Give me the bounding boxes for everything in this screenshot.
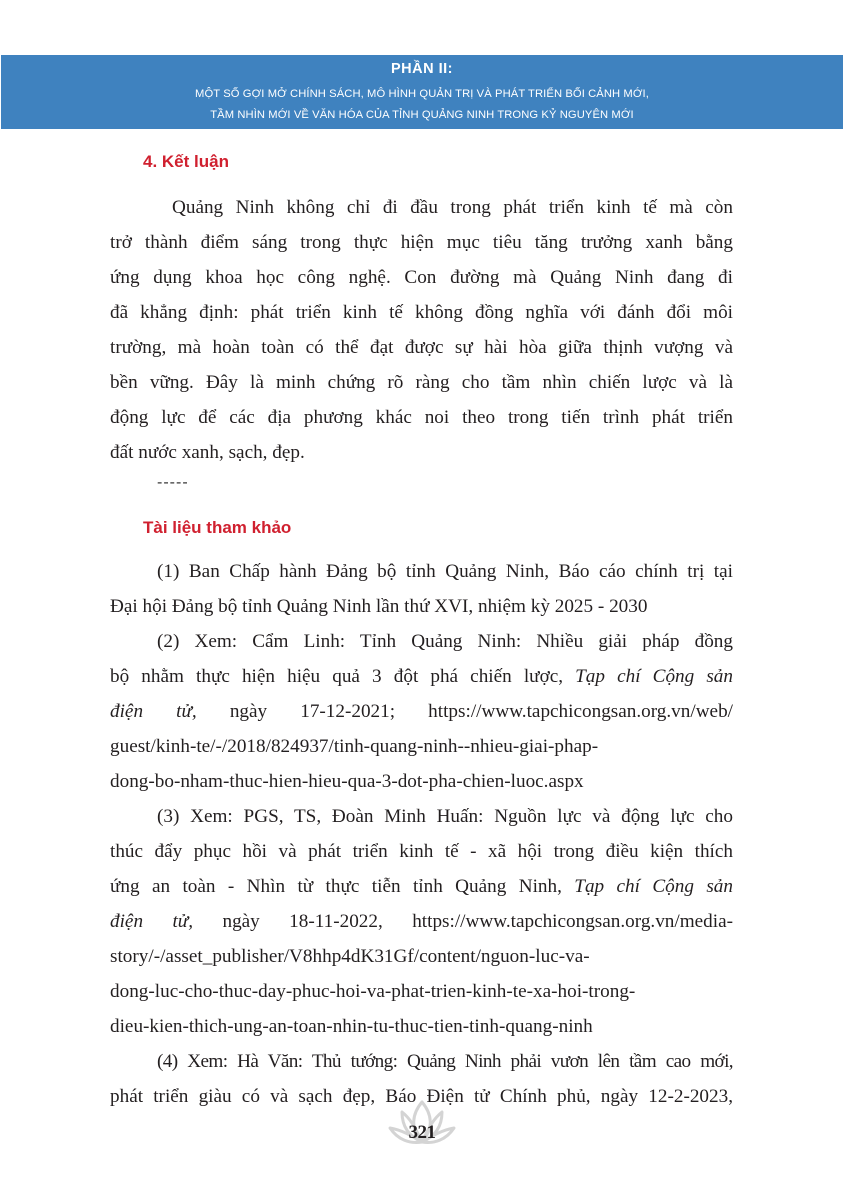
- reference-line: (4) Xem: Hà Văn: Thủ tướng: Quảng Ninh phải vươn lên tầm cao mới,: [157, 1051, 733, 1072]
- page-number: 321: [408, 1122, 436, 1143]
- paragraph-line: ứng dụng khoa học công nghệ. Con đường mà Quảng Ninh đang đi: [110, 267, 733, 288]
- journal-title: Tạp chí Cộng sản: [574, 876, 733, 897]
- section-header-band: [1, 55, 843, 129]
- reference-line: [110, 875, 733, 899]
- reference-url-line: story/-/asset_publisher/V8hhp4dK31Gf/content/nguon-luc-va-: [110, 946, 590, 967]
- paragraph-line: đã khẳng định: phát triển kinh tế không đồng nghĩa với đánh đổi môi: [110, 302, 733, 323]
- reference-url-line: dong-luc-cho-thuc-day-phuc-hoi-va-phat-trien-kinh-te-xa-hoi-trong-: [110, 981, 636, 1002]
- reference-line: (2) Xem: Cẩm Linh: Tỉnh Quảng Ninh: Nhiều giải pháp đồng: [157, 631, 733, 652]
- reference-url-line: dieu-kien-thich-ung-an-toan-nhin-tu-thuc-tien-tinh-quang-ninh: [110, 1016, 593, 1037]
- part-subtitle-line-2: TẦM NHÌN MỚI VỀ VĂN HÓA CỦA TỈNH QUẢNG NINH TRONG KỶ NGUYÊN MỚI: [210, 109, 634, 121]
- paragraph-line: Quảng Ninh không chỉ đi đầu trong phát triển kinh tế mà còn: [172, 197, 733, 218]
- journal-title: Tạp chí Cộng sản: [575, 666, 733, 687]
- paragraph-line: trường, mà hoàn toàn có thể đạt được sự hài hòa giữa thịnh vượng và: [110, 337, 733, 358]
- reference-text: bộ nhằm thực hiện hiệu quả 3 đột phá chiến lược,: [110, 666, 564, 687]
- page-footer: [372, 1098, 472, 1158]
- reference-line: [110, 910, 733, 934]
- paragraph-line: bền vững. Đây là minh chứng rõ ràng cho tầm nhìn chiến lược và là: [110, 372, 733, 393]
- section-separator: -----: [157, 474, 189, 491]
- reference-line: (1) Ban Chấp hành Đảng bộ tỉnh Quảng Ninh, Báo cáo chính trị tại: [157, 561, 733, 582]
- part-subtitle-line-1: MỘT SỐ GỢI MỞ CHÍNH SÁCH, MÔ HÌNH QUẢN TRỊ VÀ PHÁT TRIỂN BỐI CẢNH MỚI,: [195, 88, 649, 100]
- journal-title: điện tử,: [110, 701, 197, 722]
- reference-line: (3) Xem: PGS, TS, Đoàn Minh Huấn: Nguồn lực và động lực cho: [157, 806, 733, 827]
- part-title: PHẦN II:: [391, 61, 453, 77]
- reference-url: ngày 18-11-2022, https://www.tapchicongsan.org.vn/media-: [222, 911, 733, 932]
- paragraph-line: trở thành điểm sáng trong thực hiện mục tiêu tăng trưởng xanh bằng: [110, 232, 733, 253]
- reference-text: ứng an toàn - Nhìn từ thực tiễn tỉnh Quảng Ninh,: [110, 876, 562, 897]
- reference-line: [110, 665, 733, 689]
- reference-line: thúc đẩy phục hồi và phát triển kinh tế - xã hội trong điều kiện thích: [110, 841, 733, 862]
- reference-url-line: guest/kinh-te/-/2018/824937/tinh-quang-ninh--nhieu-giai-phap-: [110, 736, 599, 757]
- references-heading: Tài liệu tham khảo: [143, 518, 292, 537]
- paragraph-line: động lực để các địa phương khác noi theo trong tiến trình phát triển: [110, 407, 733, 428]
- reference-url: ngày 17-12-2021; https://www.tapchicongsan.org.vn/web/: [229, 701, 733, 722]
- reference-line: [110, 700, 733, 724]
- reference-url-line: dong-bo-nham-thuc-hien-hieu-qua-3-dot-pha-chien-luoc.aspx: [110, 771, 584, 792]
- reference-line: Đại hội Đảng bộ tỉnh Quảng Ninh lần thứ XVI, nhiệm kỳ 2025 - 2030: [110, 596, 648, 617]
- reference-line: phát triển giàu có và sạch đẹp, Báo Điện tử Chính phủ, ngày 12-2-2023,: [110, 1086, 733, 1107]
- paragraph-line: đất nước xanh, sạch, đẹp.: [110, 442, 305, 463]
- conclusion-heading: 4. Kết luận: [143, 152, 229, 171]
- journal-title: điện tử,: [110, 911, 194, 932]
